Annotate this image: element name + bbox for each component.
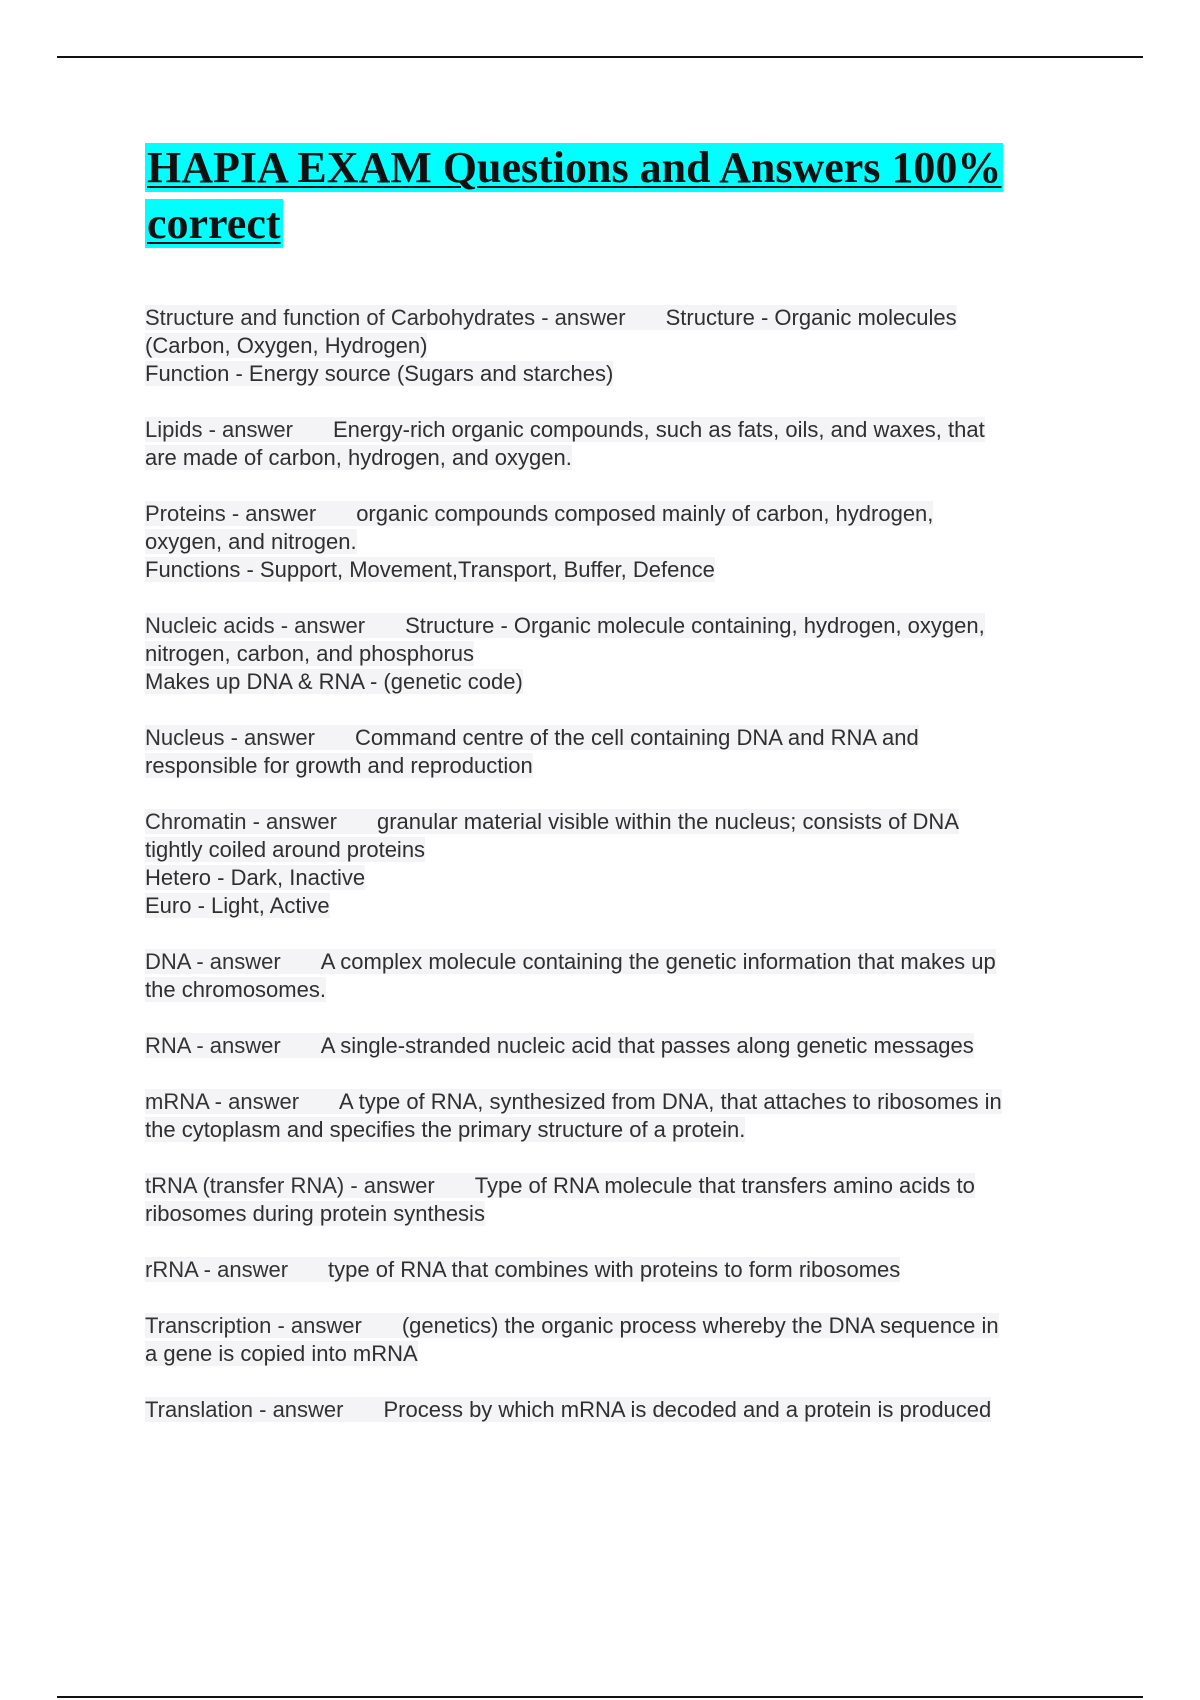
qa-line-shade: [145, 613, 985, 638]
qa-line-shade: [145, 361, 613, 386]
question-term: tRNA (transfer RNA) - answer: [145, 1173, 435, 1198]
qa-line: [145, 1116, 1095, 1144]
qa-entry: [145, 1172, 1095, 1228]
answer-text: a gene is copied into mRNA: [145, 1341, 418, 1366]
question-term: Translation - answer: [145, 1397, 344, 1422]
qa-line: [145, 948, 1095, 976]
top-rule: [57, 56, 1143, 58]
answer-text: oxygen, and nitrogen.: [145, 529, 357, 554]
qa-entry: [145, 948, 1095, 1004]
question-term: mRNA - answer: [145, 1089, 300, 1114]
qa-line: [145, 1256, 1095, 1284]
qa-line-shade: [145, 1341, 418, 1366]
answer-text: are made of carbon, hydrogen, and oxygen.: [145, 445, 572, 470]
qa-line-shade: [145, 501, 933, 526]
title-text: HAPIA EXAM Questions and Answers 100% correct: [147, 143, 1002, 248]
question-term: rRNA - answer: [145, 1257, 289, 1282]
qa-line-shade: [145, 837, 425, 862]
qa-line: [145, 752, 1095, 780]
answer-text: Structure - Organic molecules: [665, 305, 957, 330]
answer-text: A single-stranded nucleic acid that passes along genetic messages: [320, 1033, 974, 1058]
qa-line-shade: [145, 1033, 974, 1058]
qa-entry: [145, 304, 1095, 388]
qa-line: [145, 724, 1095, 752]
qa-line-shade: [145, 1117, 745, 1142]
qa-line-shade: [145, 893, 330, 918]
qa-entry: [145, 1312, 1095, 1368]
qa-line-shade: [145, 865, 365, 890]
answer-text: granular material visible within the nucleus; consists of DNA: [376, 809, 959, 834]
qa-line-shade: [145, 1257, 900, 1282]
qa-line: [145, 668, 1095, 696]
answer-text: organic compounds composed mainly of carbon, hydrogen,: [356, 501, 934, 526]
answer-text: the cytoplasm and specifies the primary structure of a protein.: [145, 1117, 746, 1142]
qa-entry: [145, 724, 1095, 780]
answer-text: Command centre of the cell containing DNA and RNA and: [354, 725, 919, 750]
bottom-rule: [57, 1696, 1143, 1698]
qa-line: [145, 500, 1095, 528]
qa-entry: [145, 1396, 1095, 1424]
qa-line: [145, 640, 1095, 668]
qa-line: [145, 892, 1095, 920]
qa-entry: [145, 416, 1095, 472]
qa-line-shade: [145, 417, 985, 442]
question-term: Proteins - answer: [145, 501, 317, 526]
question-term: Transcription - answer: [145, 1313, 362, 1338]
qa-line: [145, 332, 1095, 360]
document-body: [145, 140, 1095, 1452]
qa-line: [145, 444, 1095, 472]
qa-line: [145, 1396, 1095, 1424]
qa-line: [145, 1032, 1095, 1060]
qa-line: [145, 1200, 1095, 1228]
qa-entry: [145, 500, 1095, 584]
answer-text: Structure - Organic molecule containing, hydrogen, oxygen,: [405, 613, 985, 638]
answer-text: Energy-rich organic compounds, such as fats, oils, and waxes, that: [332, 417, 985, 442]
answer-text: A complex molecule containing the genetic information that makes up: [320, 949, 996, 974]
qa-line-shade: [145, 725, 919, 750]
qa-line: [145, 1172, 1095, 1200]
question-term: Chromatin - answer: [145, 809, 337, 834]
answer-text: nitrogen, carbon, and phosphorus: [145, 641, 475, 666]
qa-entry: [145, 808, 1095, 920]
answer-text: (Carbon, Oxygen, Hydrogen): [145, 333, 428, 358]
qa-line-shade: [145, 753, 533, 778]
qa-line: [145, 976, 1095, 1004]
qa-line-shade: [145, 669, 523, 694]
qa-line: [145, 808, 1095, 836]
qa-line-shade: [145, 641, 474, 666]
answer-text: A type of RNA, synthesized from DNA, that attaches to ribosomes in: [339, 1089, 1002, 1114]
answer-text: the chromosomes.: [145, 977, 326, 1002]
qa-line-shade: [145, 1313, 999, 1338]
qa-line: [145, 556, 1095, 584]
qa-line-shade: [145, 445, 572, 470]
answer-text: Hetero - Dark, Inactive: [145, 865, 366, 890]
qa-line: [145, 416, 1095, 444]
qa-line: [145, 1312, 1095, 1340]
answer-text: Type of RNA molecule that transfers amino acids to: [474, 1173, 975, 1198]
qa-line-shade: [145, 1173, 975, 1198]
question-term: RNA - answer: [145, 1033, 281, 1058]
qa-entry: [145, 1032, 1095, 1060]
qa-line: [145, 528, 1095, 556]
answer-text: Euro - Light, Active: [145, 893, 330, 918]
question-term: Nucleic acids - answer: [145, 613, 366, 638]
qa-list: [145, 304, 1095, 1424]
qa-entry: [145, 1256, 1095, 1284]
question-term: Structure and function of Carbohydrates - answer: [145, 305, 626, 330]
qa-line: [145, 864, 1095, 892]
qa-line: [145, 1340, 1095, 1368]
answer-text: ribosomes during protein synthesis: [145, 1201, 485, 1226]
qa-line: [145, 304, 1095, 332]
qa-entry: [145, 612, 1095, 696]
question-term: Nucleus - answer: [145, 725, 315, 750]
answer-text: Process by which mRNA is decoded and a protein is produced: [383, 1397, 992, 1422]
qa-line: [145, 1088, 1095, 1116]
answer-text: Makes up DNA & RNA - (genetic code): [145, 669, 523, 694]
answer-text: (genetics) the organic process whereby the DNA sequence in: [401, 1313, 999, 1338]
answer-text: type of RNA that combines with proteins to form ribosomes: [328, 1257, 901, 1282]
question-term: DNA - answer: [145, 949, 281, 974]
qa-line-shade: [145, 1201, 485, 1226]
qa-line-shade: [145, 1089, 1002, 1114]
qa-line-shade: [145, 977, 326, 1002]
answer-text: Function - Energy source (Sugars and starches): [145, 361, 614, 386]
question-term: Lipids - answer: [145, 417, 293, 442]
qa-line-shade: [145, 1397, 991, 1422]
qa-line-shade: [145, 557, 715, 582]
qa-line: [145, 836, 1095, 864]
qa-line: [145, 360, 1095, 388]
qa-line-shade: [145, 949, 996, 974]
qa-line: [145, 612, 1095, 640]
qa-entry: [145, 1088, 1095, 1144]
answer-text: Functions - Support, Movement,Transport, Buffer, Defence: [145, 557, 715, 582]
document-title: [145, 140, 1095, 252]
qa-line-shade: [145, 333, 427, 358]
qa-line-shade: [145, 529, 357, 554]
qa-line-shade: [145, 305, 957, 330]
qa-line-shade: [145, 809, 959, 834]
answer-text: responsible for growth and reproduction: [145, 753, 533, 778]
answer-text: tightly coiled around proteins: [145, 837, 426, 862]
